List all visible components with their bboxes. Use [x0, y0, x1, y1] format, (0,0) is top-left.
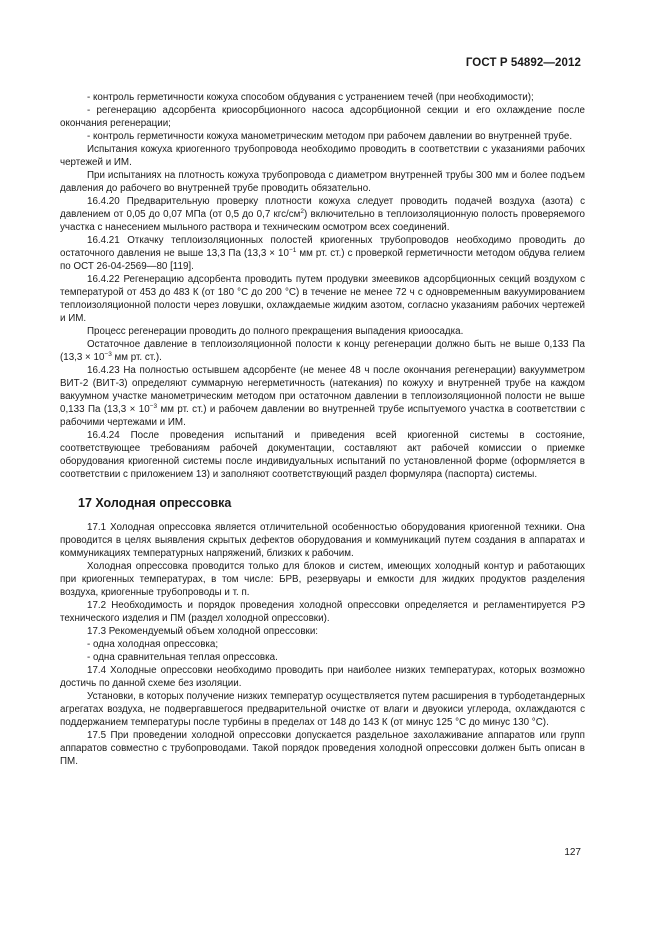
paragraph-16-4-21	[60, 234, 585, 273]
document-body	[60, 91, 585, 768]
paragraph-17-5: 17.5 При проведении холодной опрессовки допускается раздельное захолаживание аппаратов или групп аппаратов совместно с трубопроводами. Такой порядок проведения холодной опрессовки должен быть описан в ПМ.	[60, 730, 585, 767]
paragraph-16-4-23	[60, 364, 585, 429]
superscript: −3	[149, 403, 158, 410]
superscript: 2	[300, 208, 305, 215]
paragraph-17-3: 17.3 Рекомендуемый объем холодной опрессовки:	[87, 626, 319, 637]
paragraph: - контроль герметичности кожуха манометрическим методом при рабочем давлении во внутренней трубе.	[87, 131, 573, 142]
paragraph: Испытания кожуха криогенного трубопровода необходимо проводить в соответствии с указаниями рабочих чертежей и ИМ.	[60, 144, 585, 168]
paragraph-text: мм рт. ст.).	[111, 352, 162, 363]
paragraph-text: 16.4.20 Предварительную проверку плотности кожуха следует проводить подачей воздуха (азота) с давлением от 0,05 до 0,07 МПа (от 0,5 до 0,7 кгс/см	[60, 196, 585, 220]
superscript: −1	[288, 247, 297, 254]
paragraph-16-4-24: 16.4.24 После проведения испытаний и приведения всей криогенной системы в состояние, соответствующее требованиям рабочей документации, составляют акт рабочей комиссии о приемке оборудования криогенной системы после индивидуальных испытаний по установленной форме (оформляется в соответствии с приложением 13) и заполняют соответствующий раздел формуляра (паспорта) системы.	[60, 430, 585, 480]
paragraph-residual-pressure	[60, 338, 585, 364]
standard-header: ГОСТ Р 54892—2012	[465, 57, 581, 69]
paragraph-17-2: 17.2 Необходимость и порядок проведения холодной опрессовки определяется и регламентируется РЭ технического изделия и ПМ (раздел холодной опрессовки).	[60, 600, 585, 624]
paragraph-text: мм рт. ст.) с проверкой герметичности методом обдува гелием по ОСТ 26-04-2569—80 [119].	[60, 248, 585, 272]
paragraph: Холодная опрессовка проводится только для блоков и систем, имеющих холодный контур и работающих при криогенных температурах, в том числе: БРВ, резервуары и емкости для жидких продуктов разделения воздуха, криогенные трубопроводы и т. п.	[60, 561, 585, 598]
paragraph-17-4: 17.4 Холодные опрессовки необходимо проводить при наиболее низких температурах, которых возможно достичь по данной схеме без изоляции.	[60, 665, 585, 689]
paragraph: Процесс регенерации проводить до полного прекращения выпадения криоосадка.	[87, 326, 464, 337]
section-title: 17 Холодная опрессовка	[78, 496, 232, 510]
superscript: −3	[104, 351, 112, 358]
paragraph-text: 16.4.23 На полностью остывшем адсорбенте (не менее 48 ч после окончания регенерации) вакуумметром ВИТ-2 (ВИТ-3) определяют суммарную негерметичность (натекания) по кожуху и внутренней трубе на каждом вакуумном участке манометрическим методом при остаточном давлении в теплоизоляционной полости не выше 0,133 Па (13,3 × 10	[60, 365, 585, 415]
page-number: 127	[564, 847, 581, 858]
paragraph: Установки, в которых получение низких температур осуществляется путем расширения в турбодетандерных агрегатах воздуха, не подвергавшегося предварительной очистке от влаги и двуокиси углерода, охлаждаются с поддержанием температуры после турбины в пределах от 148 до 143 К (от минус 125 °С до минус 130 °С).	[60, 691, 585, 728]
paragraph-text: 16.4.21 Откачку теплоизоляционных полостей криогенных трубопроводов необходимо проводить до остаточного давления не выше 13,3 Па (13,3 × 10	[60, 235, 585, 259]
paragraph-text: мм рт. ст.) и рабочем давлении во внутренней трубе испытуемого участка в соответствии с рабочими чертежами и ИМ.	[60, 404, 585, 428]
paragraph: - регенерацию адсорбента криосорбционного насоса адсорбционной секции и его охлаждение после окончания регенерации;	[60, 105, 585, 129]
paragraph-text: Остаточное давление в теплоизоляционной полости к концу регенерации должно быть не выше 0,133 Па (13,3 × 10	[60, 339, 585, 363]
paragraph: При испытаниях на плотность кожуха трубопровода с диаметром внутренней трубы 300 мм и более подъем давления до рабочего во внутренней трубе проводить обязательно.	[60, 170, 585, 194]
list-item: - одна холодная опрессовка;	[87, 639, 219, 650]
paragraph: - контроль герметичности кожуха способом обдувания с устранением течей (при необходимости);	[87, 92, 534, 103]
list-item: - одна сравнительная теплая опрессовка.	[87, 652, 278, 663]
paragraph-text: ) включительно в теплоизоляционную полость проверяемого участка с нанесением мыльного раствора и техническим осмотром всех соединений.	[60, 209, 585, 233]
paragraph-16-4-20	[60, 195, 585, 234]
paragraph-17-1: 17.1 Холодная опрессовка является отличительной особенностью оборудования криогенной техники. Она проводится в целях выявления скрытых дефектов оборудования и коммуникаций путем создания в аппаратах и коммуникациях температурных напряжений, близких к рабочим.	[60, 522, 585, 559]
paragraph-16-4-22: 16.4.22 Регенерацию адсорбента проводить путем продувки змеевиков адсорбционных секций воздухом с температурой от 453 до 483 К (от 180 °С до 200 °С) в течение не менее 72 ч с одновременным вакуумированием теплоизоляционной полости через ловушки, охлаждаемые жидким азотом, согласно указаниям рабочих чертежей и ИМ.	[60, 274, 585, 324]
